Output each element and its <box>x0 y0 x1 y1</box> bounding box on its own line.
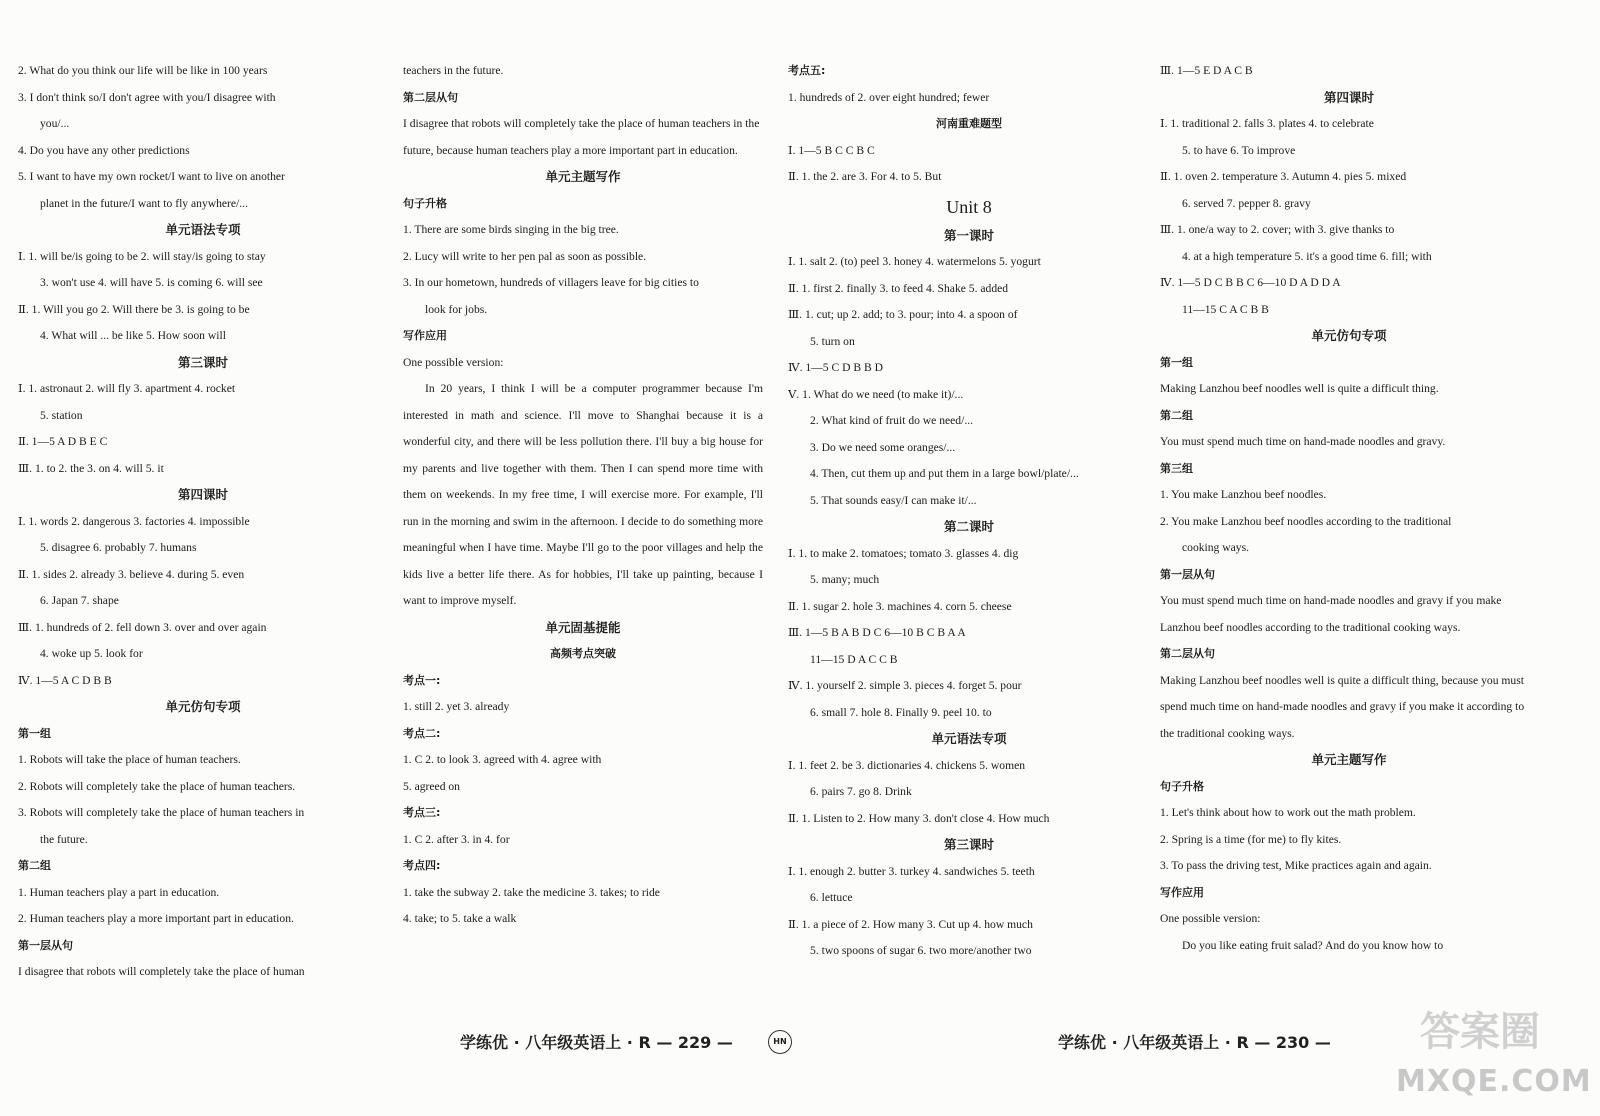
answer-line: 5. agreed on <box>403 779 460 793</box>
answer-line: 2. Lucy will write to her pen pal as soon as possible. <box>403 249 647 263</box>
subsection-label: 写作应用 <box>1160 885 1204 899</box>
answer-line: 2. Robots will completely take the place of human teachers. <box>18 779 296 793</box>
section-heading: 第四课时 <box>177 487 228 502</box>
answer-line: 2. You make Lanzhou beef noodles according to the traditional <box>1160 514 1452 528</box>
answer-line: Ⅲ. 1. hundreds of 2. fell down 3. over and over again <box>18 620 267 634</box>
subsection-label: 考点五: <box>788 64 826 77</box>
subsection-heading: 高频考点突破 <box>550 647 616 660</box>
section-heading: 单元仿句专项 <box>165 699 241 714</box>
essay-paragraph: Do you like eating fruit salad? And do you know how to <box>1182 938 1444 952</box>
answer-line: 1. C 2. to look 3. agreed with 4. agree with <box>403 753 602 766</box>
answer-line: 2. Spring is a time (for me) to fly kites. <box>1160 832 1342 846</box>
answer-line: One possible version: <box>403 355 504 369</box>
answer-line-continued: you/... <box>40 117 70 130</box>
answer-line-continued: 3. won't use 4. will have 5. is coming 6. will see <box>40 276 263 289</box>
watermark-logo: 答案圈 <box>1420 1009 1540 1055</box>
answer-line-continued: 5. station <box>40 408 83 422</box>
answer-line: Ⅳ. 1—5 C D B B D <box>788 361 884 374</box>
answer-line: You must spend much time on hand-made noodles and gravy. <box>1160 435 1446 448</box>
section-heading: 单元语法专项 <box>931 731 1007 746</box>
section-heading: 第三课时 <box>177 354 228 370</box>
subsection-label: 写作应用 <box>403 329 447 342</box>
answer-line: Making Lanzhou beef noodles well is quite a difficult thing. <box>1160 382 1439 395</box>
answer-line: Ⅱ. 1—5 A D B E C <box>18 435 108 448</box>
answer-line: Ⅱ. 1. oven 2. temperature 3. Autumn 4. pies 5. mixed <box>1160 170 1407 183</box>
subsection-label: 句子升格 <box>1160 779 1204 793</box>
answer-line: Ⅳ. 1. yourself 2. simple 3. pieces 4. forget 5. pour <box>788 679 1022 692</box>
answer-paragraph: I disagree that robots will completely take the place of human teachers in the future, because human teachers play a more important part in education. <box>403 117 760 157</box>
answer-line: Ⅲ. 1. to 2. the 3. on 4. will 5. it <box>18 461 164 475</box>
answer-line-continued: 6. lettuce <box>810 891 853 904</box>
answer-line: Ⅰ. 1. astronaut 2. will fly 3. apartment 4. rocket <box>18 382 236 395</box>
section-heading: 单元主题写作 <box>1311 752 1387 767</box>
subsection-label: 第二层从句 <box>403 90 458 104</box>
right-page-column-2 <box>1160 58 1538 959</box>
answer-line: 1. still 2. yet 3. already <box>403 700 510 713</box>
section-heading: 第三课时 <box>943 837 994 852</box>
answer-line: 5. I want to have my own rocket/I want to live on another <box>18 170 285 183</box>
answer-line: Ⅲ. 1. cut; up 2. add; to 3. pour; into 4. a spoon of <box>788 308 1018 321</box>
answer-line-continued: 2. What kind of fruit do we need/... <box>810 414 974 427</box>
right-page-column-1 <box>788 58 1150 965</box>
answer-line: 1. You make Lanzhou beef noodles. <box>1160 488 1327 501</box>
subsection-label: 第二层从句 <box>1160 647 1215 660</box>
answer-line-continued: look for jobs. <box>425 302 488 316</box>
answer-line-continued: 5. That sounds easy/I can make it/... <box>810 493 977 507</box>
answer-line-continued: 6. pairs 7. go 8. Drink <box>810 785 912 798</box>
section-heading: 单元语法专项 <box>165 222 241 237</box>
answer-line: 3. In our hometown, hundreds of villagers leave for big cities to <box>403 276 699 289</box>
subsection-label: 第一层从句 <box>1160 567 1215 581</box>
answer-line-continued: 5. disagree 6. probably 7. humans <box>40 541 197 554</box>
answer-line: Ⅳ. 1—5 A C D B B <box>18 673 112 687</box>
center-region-mark: HN <box>768 1030 792 1054</box>
subsection-label: 第二组 <box>18 859 51 872</box>
answer-line-continued: 11—15 C A C B B <box>1182 302 1269 316</box>
answer-line: Ⅰ. 1. words 2. dangerous 3. factories 4. impossible <box>18 514 250 528</box>
answer-line: 4. Do you have any other predictions <box>18 143 190 157</box>
answer-line: 1. There are some birds singing in the big tree. <box>403 223 619 236</box>
answer-paragraph: You must spend much time on hand-made noodles and gravy if you make Lanzhou beef noodles according to the traditional cooking ways. <box>1160 594 1502 634</box>
answer-line: Ⅲ. 1. one/a way to 2. cover; with 3. give thanks to <box>1160 223 1395 236</box>
answer-line: Ⅲ. 1—5 B A B D C 6—10 B C B A A <box>788 626 966 639</box>
subsection-label: 第二组 <box>1160 408 1193 422</box>
answer-line-continued: 5. turn on <box>810 334 855 348</box>
subsection-label: 第一组 <box>18 726 51 740</box>
answer-line: Ⅰ. 1. enough 2. butter 3. turkey 4. sandwiches 5. teeth <box>788 864 1035 878</box>
answer-line: Ⅱ. 1. the 2. are 3. For 4. to 5. But <box>788 170 942 183</box>
watermark-text: MXQE.COM <box>1396 1064 1592 1099</box>
answer-line: One possible version: <box>1160 912 1261 925</box>
section-heading: 单元主题写作 <box>545 169 621 184</box>
answer-line: Ⅰ. 1. will be/is going to be 2. will stay/is going to stay <box>18 249 266 263</box>
answer-paragraph: Making Lanzhou beef noodles well is quite a difficult thing, because you must spend much time on hand-made noodles and gravy if you make it according to the traditional cooking ways. <box>1160 673 1525 740</box>
answer-line-continued: 6. Japan 7. shape <box>40 594 119 607</box>
answer-line: Ⅱ. 1. Listen to 2. How many 3. don't close 4. How much <box>788 811 1050 825</box>
left-page-column-1 <box>18 58 388 986</box>
answer-line: Ⅲ. 1—5 E D A C B <box>1160 64 1253 77</box>
unit-title: Unit 8 <box>946 196 992 217</box>
answer-line: Ⅱ. 1. first 2. finally 3. to feed 4. Shake 5. added <box>788 281 1009 295</box>
answer-line: Ⅱ. 1. a piece of 2. How many 3. Cut up 4. how much <box>788 917 1033 931</box>
answer-line-continued: 11—15 D A C C B <box>810 652 898 666</box>
answer-line: 2. Human teachers play a more important part in education. <box>18 912 294 925</box>
right-page-footer: 学练优 · 八年级英语上 · R — 230 — <box>1058 1033 1331 1052</box>
section-heading: 单元仿句专项 <box>1311 328 1387 343</box>
answer-line: teachers in the future. <box>403 64 504 77</box>
answer-line: 1. take the subway 2. take the medicine 3. takes; to ride <box>403 885 660 899</box>
subsection-label: 第一组 <box>1160 355 1193 369</box>
essay-paragraph: In 20 years, I think I will be a computer programmer because I'm interested in math and science. I'll move to Shanghai because it is a wonderful city, and there will be less pollution there. I'll buy a big house for my parents and live together with them. Then I can spend more time with them on weekends. In my free time, I will exercise more. For example, I'll run in the morning and swim in the afternoon. I decide to do something more meaningful when I have time. Maybe I'll go to the poor villages and help the kids live a better life there. As for hobbies, I'll take up painting, because I want to improve myself. <box>403 382 763 607</box>
left-page-footer: 学练优 · 八年级英语上 · R — 229 — <box>460 1033 733 1052</box>
answer-line: Ⅳ. 1—5 D C B B C 6—10 D A D D A <box>1160 276 1341 289</box>
answer-line: 3. Robots will completely take the place of human teachers in <box>18 806 305 819</box>
section-heading: 第一课时 <box>943 227 994 243</box>
answer-line: Ⅱ. 1. Will you go 2. Will there be 3. is going to be <box>18 302 250 316</box>
answer-line: 3. To pass the driving test, Mike practices again and again. <box>1160 859 1432 872</box>
answer-line: 4. take; to 5. take a walk <box>403 912 517 925</box>
answer-line: Ⅴ. 1. What do we need (to make it)/... <box>788 387 964 401</box>
subsection-label: 考点三: <box>403 806 441 819</box>
answer-line-continued: 4. at a high temperature 5. it's a good time 6. fill; with <box>1182 249 1432 263</box>
subsection-label: 第一层从句 <box>18 938 73 952</box>
answer-line: Ⅰ. 1. traditional 2. falls 3. plates 4. to celebrate <box>1160 117 1374 130</box>
answer-line: Ⅱ. 1. sugar 2. hole 3. machines 4. corn 5. cheese <box>788 599 1012 613</box>
section-heading: 第四课时 <box>1323 89 1374 105</box>
answer-line: 1. Robots will take the place of human teachers. <box>18 753 241 766</box>
answer-line: 1. Let's think about how to work out the math problem. <box>1160 806 1416 819</box>
answer-line: 1. Human teachers play a part in education. <box>18 885 220 899</box>
answer-line-continued: 3. Do we need some oranges/... <box>810 440 956 454</box>
answer-line: Ⅱ. 1. sides 2. already 3. believe 4. during 5. even <box>18 567 245 581</box>
answer-line: Ⅰ. 1. to make 2. tomatoes; tomato 3. glasses 4. dig <box>788 546 1019 560</box>
subsection-label: 考点四: <box>403 859 441 872</box>
answer-line: 1. hundreds of 2. over eight hundred; fewer <box>788 90 990 104</box>
answer-line-continued: planet in the future/I want to fly anywhere/... <box>40 196 248 210</box>
subsection-label: 第三组 <box>1160 461 1193 475</box>
answer-line: 1. C 2. after 3. in 4. for <box>403 832 510 846</box>
subsection-label: 考点二: <box>403 726 441 740</box>
answer-line-continued: 5. many; much <box>810 573 880 586</box>
answer-line: 3. I don't think so/I don't agree with you/I disagree with <box>18 90 276 104</box>
answer-line: 2. What do you think our life will be like in 100 years <box>18 64 268 77</box>
subsection-label: 句子升格 <box>403 196 447 210</box>
answer-line-continued: 5. to have 6. To improve <box>1182 143 1296 157</box>
answer-line-continued: the future. <box>40 832 88 846</box>
answer-line: I disagree that robots will completely take the place of human <box>18 965 305 978</box>
answer-line-continued: 4. woke up 5. look for <box>40 647 143 660</box>
left-page-column-2 <box>403 58 763 933</box>
answer-line: Ⅰ. 1—5 B C C B C <box>788 143 875 157</box>
answer-line-continued: 4. Then, cut them up and put them in a large bowl/plate/... <box>810 467 1079 480</box>
subsection-label: 考点一: <box>403 673 441 687</box>
section-heading: 单元固基提能 <box>545 619 621 635</box>
answer-line-continued: 6. small 7. hole 8. Finally 9. peel 10. to <box>810 705 992 719</box>
answer-line-continued: cooking ways. <box>1182 541 1249 554</box>
answer-line-continued: 6. served 7. pepper 8. gravy <box>1182 196 1311 210</box>
answer-line-continued: 4. What will ... be like 5. How soon will <box>40 329 226 342</box>
answer-line: Ⅰ. 1. feet 2. be 3. dictionaries 4. chickens 5. women <box>788 758 1026 772</box>
subsection-heading: 河南重难题型 <box>936 117 1002 130</box>
section-heading: 第二课时 <box>943 519 994 534</box>
answer-line-continued: 5. two spoons of sugar 6. two more/another two <box>810 944 1032 957</box>
answer-line: Ⅰ. 1. salt 2. (to) peel 3. honey 4. watermelons 5. yogurt <box>788 255 1041 268</box>
